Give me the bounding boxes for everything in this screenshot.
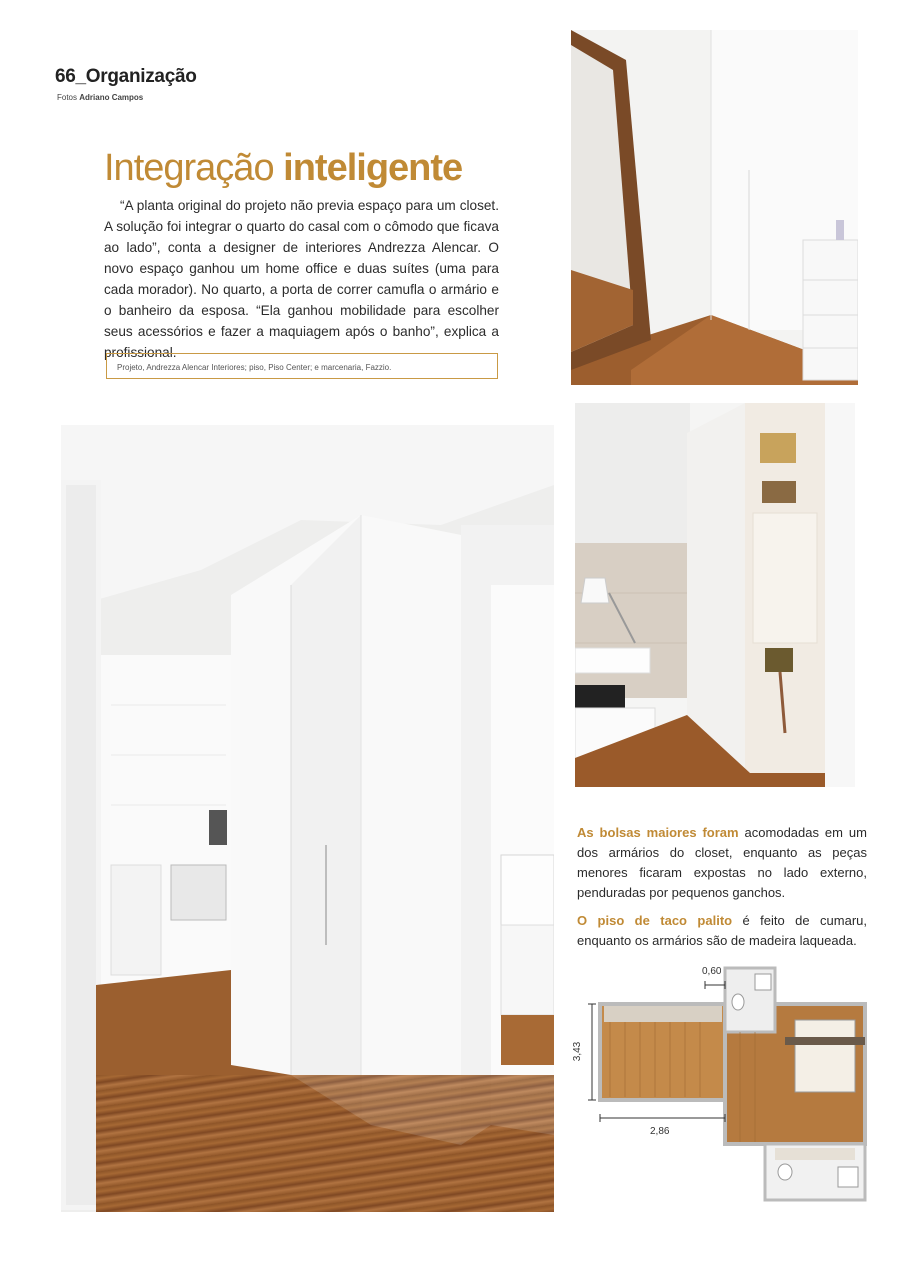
caption-floor (577, 911, 867, 951)
caption-floor-text: é feito de cumaru, enquanto os armários são de madeira laqueada. (577, 913, 867, 948)
floorplan-dim-side: 3,43 (572, 1041, 584, 1062)
caption-floor-highlight: O piso de taco palito (577, 913, 733, 928)
photo-mirror-corner-illustration (571, 30, 858, 385)
article-title (104, 147, 462, 190)
article-title-light: Integração (104, 147, 274, 189)
photo-closet-bags-illustration (575, 403, 855, 787)
caption-bags-text: acomodadas em um dos armários do closet, enquanto as peças menores ficaram expostas no lado externo, penduradas por pequenos ganchos. (577, 825, 867, 900)
floorplan-dim-bottom: 2,86 (650, 1126, 670, 1137)
photo-credit-name: Adriano Campos (79, 93, 144, 102)
article-body: “A planta original do projeto não previa espaço para um closet. A solução foi integrar o quarto do casal com o cômodo que ficava ao lado”, conta a designer de interiores Andrezza Alencar. O novo espaço ganhou um home office e duas suítes (uma para cada morador). No quarto, a porta de correr camufla o armário e o banheiro da esposa. “Ela ganhou mobilidade para escolher seus acessórios e fazer a maquiagem após o banho”, explica a profissional. (104, 198, 499, 360)
page-section-label: 66_Organização (55, 66, 197, 87)
photo-mirror-corner (571, 30, 858, 385)
floorplan-drawing (580, 962, 870, 1207)
photo-main-room (61, 425, 554, 1212)
article-title-bold: inteligente (283, 147, 463, 189)
photo-closet-bags (575, 403, 855, 787)
photo-credit (57, 93, 143, 102)
photo-credit-prefix: Fotos (57, 93, 78, 102)
floorplan-dim-top: 0,60 (702, 966, 722, 977)
floorplan-diagram (572, 962, 870, 1207)
caption-bags (577, 823, 867, 903)
project-credits-box: Projeto, Andrezza Alencar Interiores; piso, Piso Center; e marcenaria, Fazzio. (106, 353, 498, 379)
photo-main-room-floor (96, 1075, 554, 1212)
caption-bags-highlight: As bolsas maiores foram (577, 825, 739, 840)
